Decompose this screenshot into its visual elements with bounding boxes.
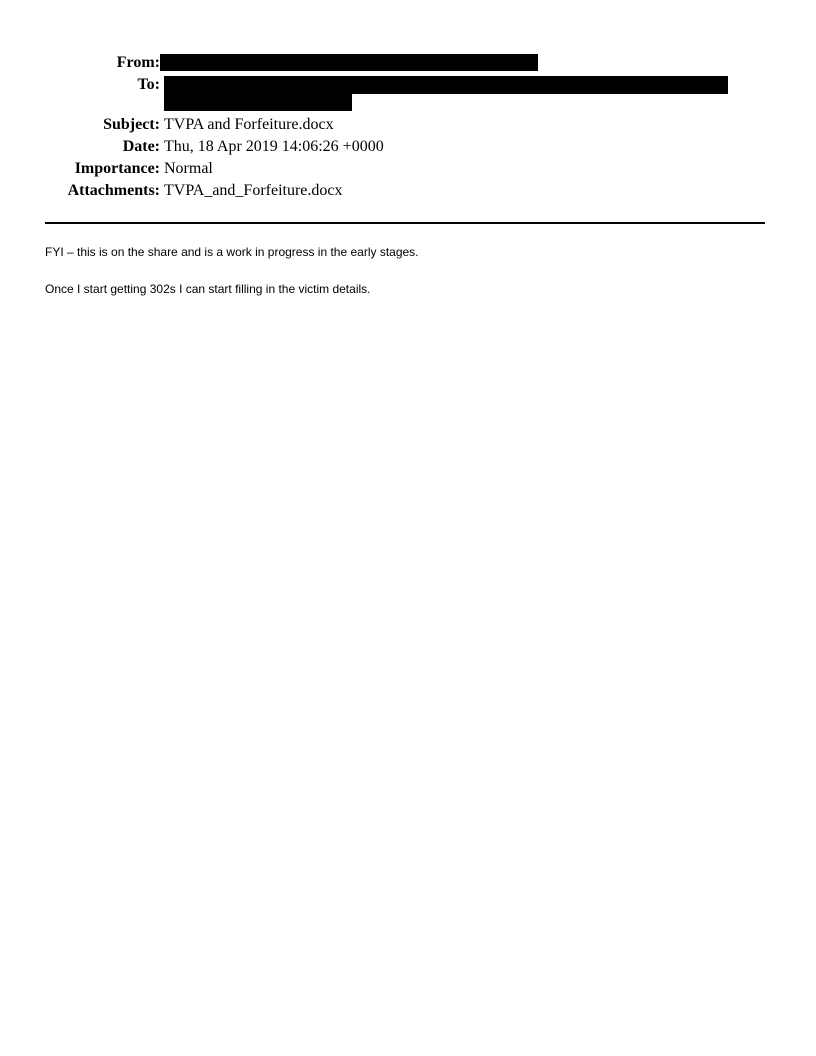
header-divider [45, 222, 765, 224]
importance-value: Normal [164, 160, 213, 177]
body-paragraph-1: FYI – this is on the share and is a work in progress in the early stages. [45, 245, 419, 259]
date-label: Date: [122, 138, 160, 155]
attachments-row [0, 180, 816, 202]
subject-row [0, 114, 816, 136]
attachments-label: Attachments: [67, 182, 160, 199]
subject-label: Subject: [103, 116, 160, 133]
from-label: From: [116, 54, 160, 71]
importance-label: Importance: [74, 160, 160, 177]
to-label: To: [137, 76, 160, 93]
date-row [0, 136, 816, 158]
subject-value: TVPA and Forfeiture.docx [164, 116, 334, 133]
importance-row [0, 158, 816, 180]
to-redaction-line-1 [164, 76, 728, 94]
attachments-value[interactable]: TVPA_and_Forfeiture.docx [164, 182, 343, 199]
to-redaction-line-2 [164, 94, 352, 111]
from-redaction [160, 54, 538, 71]
date-value: Thu, 18 Apr 2019 14:06:26 +0000 [164, 138, 384, 155]
body-paragraph-2: Once I start getting 302s I can start filling in the victim details. [45, 282, 371, 296]
